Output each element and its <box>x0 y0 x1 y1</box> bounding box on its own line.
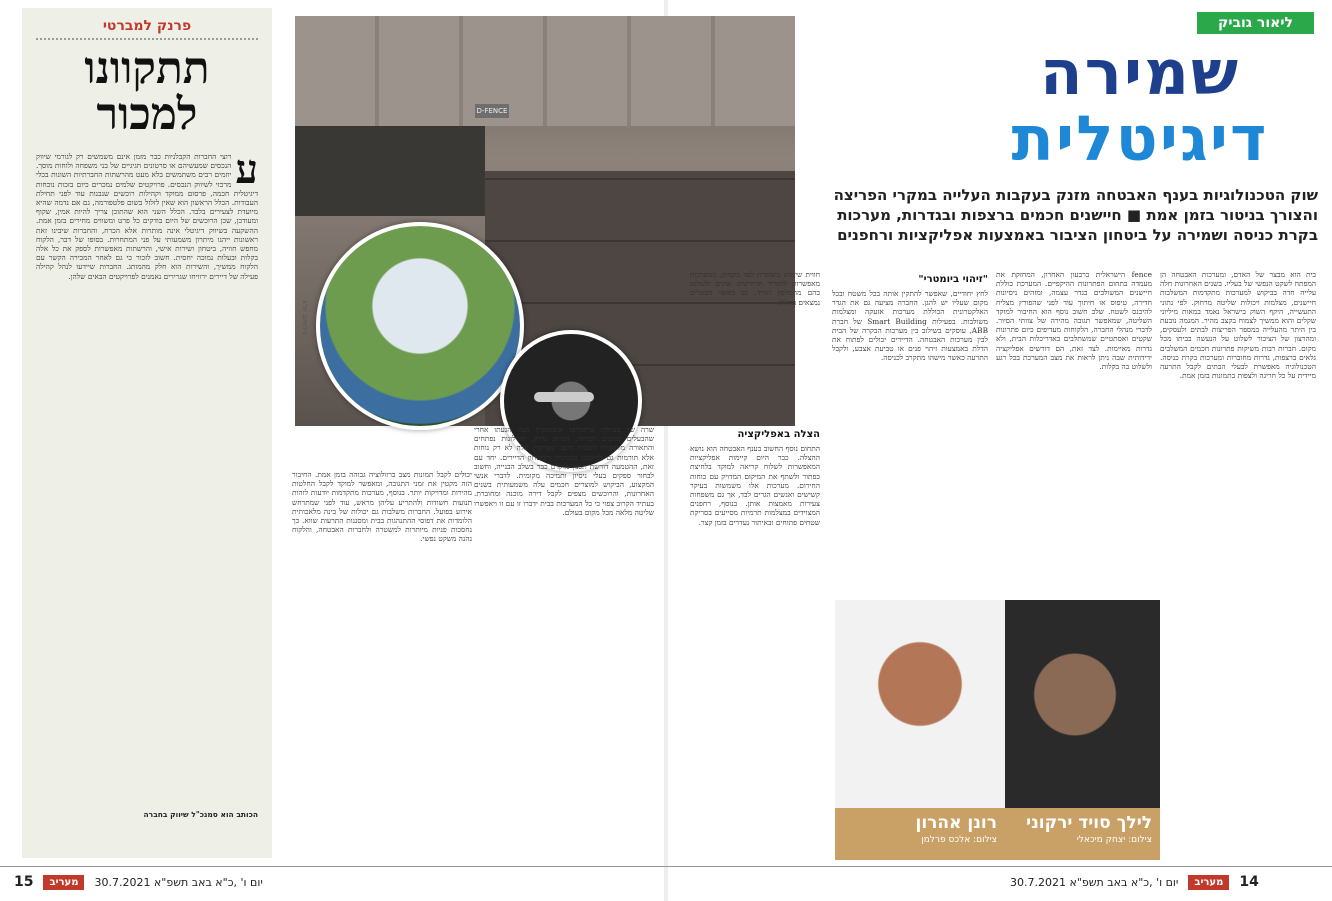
issue-date: יום ו' ,כ"א באב תשפ"א 30.7.2021 <box>1010 875 1179 889</box>
middle-column <box>690 425 820 819</box>
column-text: שרה של פעולות שיתקיימו אוטומטית בעת הגעתו אחרי שהבעלים מגיעים הביתה, המיזוג נדלק, הווילונות נפתחים והתאורה מותאמת לשעות היום. מערכות אלה לא רק נוחות אלא תורמות גם לחיסכון באנרגיה ולביטחון הדיירים. יחד עם זאת, ההטמעה דורשת תכנון מוקדם כבר בשלב הבנייה, וחשוב לבחור ספקים בעלי ניסיון ותמיכה מקומית. לדברי אנשי המקצוע, הביקוש למוצרים חכמים עלה משמעותית בשנים האחרונות, והרוכשים מצפים לקבל דירה מוכנה ומחוברת. בעתיד הקרוב צפוי כי כל המערכות בבית ידברו זו עם זו ויאפשרו שליטה מלאה מכל מקום בעולם. <box>474 425 654 517</box>
column-text: חווית שימוש משופרת לצד ביטחון, המערכות מאפשרות להגדיר תרחישים שונים ולשלוט בהם מהטלפון הנייד, גם כאשר הבעלים נמצאים בחו"ל. <box>690 270 820 307</box>
right-article-column-3 <box>832 270 988 604</box>
headline-line-1: שמירה <box>1039 36 1241 109</box>
opinion-column <box>22 8 272 858</box>
photo-slab <box>295 16 795 126</box>
portrait-name: לילך סויד ירקוני <box>1026 813 1152 833</box>
portrait-woman <box>990 600 1160 810</box>
right-article-column-1 <box>1160 270 1316 810</box>
opinion-author: פרנק למברטי <box>102 18 192 34</box>
section-subheading: הצלה באפליקציה <box>737 429 820 440</box>
opinion-text: רוצי החברות הקבלניות כבר מזמן אינם משמשים רק לגורמי שיווק הנכסים שמעשיהם או סרטונים חגיגיים של בני משפחה ולוחות מוסך. יוזמים רבים משתמשים בלא מעט מהרשתות החברתיות השונות בכלי מרכזי לשיווק הנכסים. פרויקטים שלמים נמכרים כיום בזכות נוכחות דיגיטלית חכמה, פרסום ממוקד וקהילות רוכשים שנבנות עוד לפני תחילת העבודות. הכלל הראשון הוא שאין לזלזל בשום פלטפורמה, גם אם נדמה שהיא מיועדת לצעירים בלבד. הכלל השני הוא שהתוכן צריך להיות אמין, שקוף ומעודכן, שכן הרוכשים של היום בודקים כל פרט ומשווים מחירים בזמן אמת. ההשקעה בשיווק דיגיטלי אינה מותרות אלא הכרח, והחברות שיבינו זאת ראשונות ייהנו מיתרון משמעותי על פני המתחרות. בסופו של דבר, הלקוח מחפש חוויה, ביטחון ושירות אישי, והרשתות מאפשרות לספק את כל אלה בקלות ובעלות נמוכה יחסית. חשוב לזכור כי גם לאחר המכירה הקשר עם הלקוח ממשיך, והשירות הוא חלק מהמותג. החברות שיידעו לנהל קהילה פעילה של דיירים ירוויחו שגרירים נאמנים לפרויקטים הבאים שלהן. <box>36 152 258 281</box>
door-handle <box>534 392 594 402</box>
column-text: התחום נוסף החשוב בענף האבטחה הוא נושא ההצלה. כבר היום קיימות אפליקציות המאפשרות לשלוח קריאה למוקד בלחיצת כפתור ולשתף את המיקום המדויק עם כוחות החירום. מערכות אלו משמשות בעיקר קשישים ואנשים הגרים לבד, אך גם משפחות צעירות מאמצות אותן. בנוסף, רחפנים המצוידים במצלמות תרמיות מסייעים בסריקת שטחים פתוחים ובאיתור נעדרים בזמן קצר. <box>690 444 820 527</box>
headline <box>960 36 1320 175</box>
middle-column-top <box>690 270 820 420</box>
opinion-dropcap: ע <box>235 152 258 193</box>
page-number: 14 <box>1239 874 1259 890</box>
footer-rule <box>0 866 1332 867</box>
right-footer <box>1010 872 1259 892</box>
portrait-caption-1 <box>990 808 1160 860</box>
portrait-caption-2 <box>835 808 1005 860</box>
subheadline: שוק הטכנולוגיות בענף האבטחה מזנק בעקבות העלייה במקרי הפריצה והצורך בניטור בזמן אמת ■ חיישנים חכמים ברצפות ובגדרות, מערכות בקרת כניסה ושמירה על ביטחון הציבור באמצעות אפליקציות ורחפנים <box>833 186 1318 244</box>
left-article-column-1 <box>474 425 654 845</box>
left-article-column-2 <box>292 470 472 855</box>
photo-credit: צילומים: יח"צ <box>301 300 308 335</box>
section-subheading: "זיהוי ביומטרי" <box>918 274 988 285</box>
newspaper-logo: מעריב <box>43 875 84 890</box>
portrait-man <box>835 600 1005 810</box>
garden-inset-photo <box>316 222 524 430</box>
opinion-title: תתקוונו למכור <box>84 43 210 140</box>
column-text: fence הישראלית ברבעון האחרון, המחזקת את מעמדה בתחום הפתרונות ההיקפיים. המערכת כוללת חיישנים המשולבים בגדר עצמה, ומזהים ניסיונות חדירה, טיפוס או חיתוך עוד לפני שהפורץ מצליח להיכנס לשטח. שלב חשוב נוסף הוא החיבור למוקד השליטה, שמאפשר תגובה מהירה של צוותי הסיור. לדברי מנהלי החברה, הלקוחות מעדיפים כיום פתרונות שקטים ואסתטיים שמשתלבים באדריכלות הבית, ולא גדרות מאיימות. לצד זאת, הם דורשים אפליקציה ידידותית שבה ניתן לראות את מצב המערכת בכל רגע ולשלוט בה בקלות. <box>996 270 1152 372</box>
divider <box>36 38 258 40</box>
column-text: יכולים לקבל תמונות מצב ברזולוציה גבוהה בזמן אמת. החיבור הזה מקטין את זמני התגובה, ומאפשר למוקד לקבל החלטות מהירות ומדויקות יותר. בנוסף, מערכות מתקדמות יודעות לזהות תנועות חשודות ולהתריע עליהן מראש, עוד לפני שמתרחש אירוע בפועל. החברות משלבות גם יכולות של בינה מלאכותית הלומדות את דפוסי ההתנהגות בבית ומסננות התרעות שווא. כך נחסכות פניות מיותרות למשטרה ולחברות האבטחה, והלקוח נהנה משקט נפשי. <box>292 470 472 544</box>
headline-line-2: דיגיטלית <box>1011 102 1269 175</box>
page-number: 15 <box>14 874 34 890</box>
opinion-body <box>36 152 258 802</box>
left-footer <box>14 872 263 892</box>
issue-date: יום ו' ,כ"א באב תשפ"א 30.7.2021 <box>94 875 263 889</box>
column-text: בית הוא מבצר של האדם, ומערכות האבטחה הן המפתח לשקט הנפשי של בעליו. בשנים האחרונות חלה עלייה חדה בביקוש למערכות מתקדמות המשלבות חיישנים, מצלמות ויכולות שליטה מרחוק. לפי נתוני התעשייה, היקף השוק בישראל נאמד במאות מיליוני שקלים והוא ממשיך לצמוח בקצב מהיר. המגמה נובעת בין היתר מהעלייה במספר הפריצות לבתים ולעסקים, ומהרצון של הציבור לשלוט על הנעשה בביתו מכל מקום. חברות רבות משיקות פתרונות חכמים המשלבים גלאים ברצפות, גדרות מחוברות ומערכות בקרת כניסה. הטכנולוגיה מאפשרת לבעלי הבתים לקבל התרעה מיידית על כל חריגה ולצפות בתמונות בזמן אמת. <box>1160 270 1316 381</box>
photo-background <box>295 126 485 216</box>
column-text: לחץ יחודיים, שאפשר להתקין אותה בכל משטח ובכל מקום שעליו יש להגן. החברה מציעה גם את הגדר האלקטרונית הכוללת מערכות אזעקה ומצלמות משולבות. בפעילות Smart Building של חברת ABB, עוסקים בשילוב בין מערכות הבקרה של הבית לבין מערכות האבטחה. הדיירים יכולים לפתוח את הדלת באמצעות זיהוי פנים או טביעת אצבע, ולקבל התרעה כאשר מישהו מתקרב לכניסה. <box>832 289 988 363</box>
portrait-name: רונן אהרון <box>915 813 997 833</box>
portrait-credit: צילום: אלכס פרלמן <box>921 835 997 845</box>
right-article-column-2 <box>996 270 1152 590</box>
portrait-credit: צילום: יצחק מיכאלי <box>1076 835 1152 845</box>
brand-plate: D-FENCE <box>475 104 509 118</box>
opinion-footer: הכותב הוא סמנכ"ל שיווק בחברה <box>143 810 258 819</box>
newspaper-logo: מעריב <box>1188 875 1229 890</box>
author-tag: ליאור גוביק <box>1197 12 1314 34</box>
